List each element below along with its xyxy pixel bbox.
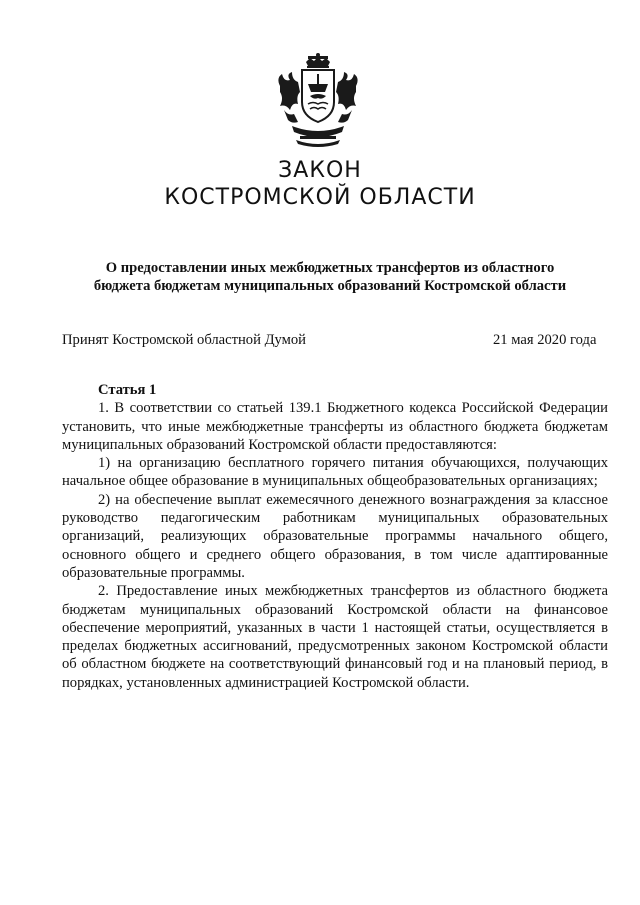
adoption-date: 21 мая 2020 года <box>493 332 597 348</box>
law-title-line2: КОСТРОМСКОЙ ОБЛАСТИ <box>164 185 476 210</box>
article-paragraph: 1. В соответствии со статьей 139.1 Бюджетного кодекса Российской Федерации установить, что иные межбюджетные трансферты из областного бюджета бюджетам муниципальных образований Костромской области предоставляются: <box>62 400 608 453</box>
article-paragraph: 2) на обеспечение выплат ежемесячного денежного вознаграждения за классное руководство педагогическим работникам муниципальных образовательных организаций, реализующих образовательные программы начального общего, основного общего и среднего общего образования, в том числе адаптированные образовательные программы. <box>62 491 608 581</box>
law-subject <box>80 259 580 295</box>
article-heading: Статья 1 <box>98 382 157 398</box>
law-title-line1: ЗАКОН <box>278 158 362 183</box>
article-paragraph: 1) на организацию бесплатного горячего питания обучающихся, получающих начальное общее образование в муниципальных общеобразовательных организациях; <box>62 455 608 490</box>
kostroma-coat-of-arms-icon <box>270 52 366 148</box>
article-paragraph: 2. Предоставление иных межбюджетных трансфертов из областного бюджета бюджетам муниципальных образований Костромской области на финансовое обеспечение мероприятий, указанных в части 1 настоящей статьи, осуществляется в пределах бюджетных ассигнований, предусмотренных законом Костромской области об областном бюджете на соответствующий финансовый год и на плановый период, в порядках, установленных администрацией Костромской области. <box>62 583 608 691</box>
adopted-by: Принят Костромской областной Думой <box>62 332 306 348</box>
article-body <box>62 381 608 692</box>
law-subject-line1: О предоставлении иных межбюджетных трансфертов из областного <box>105 260 555 276</box>
law-subject-line2: бюджета бюджетам муниципальных образований Костромской области <box>93 278 567 294</box>
